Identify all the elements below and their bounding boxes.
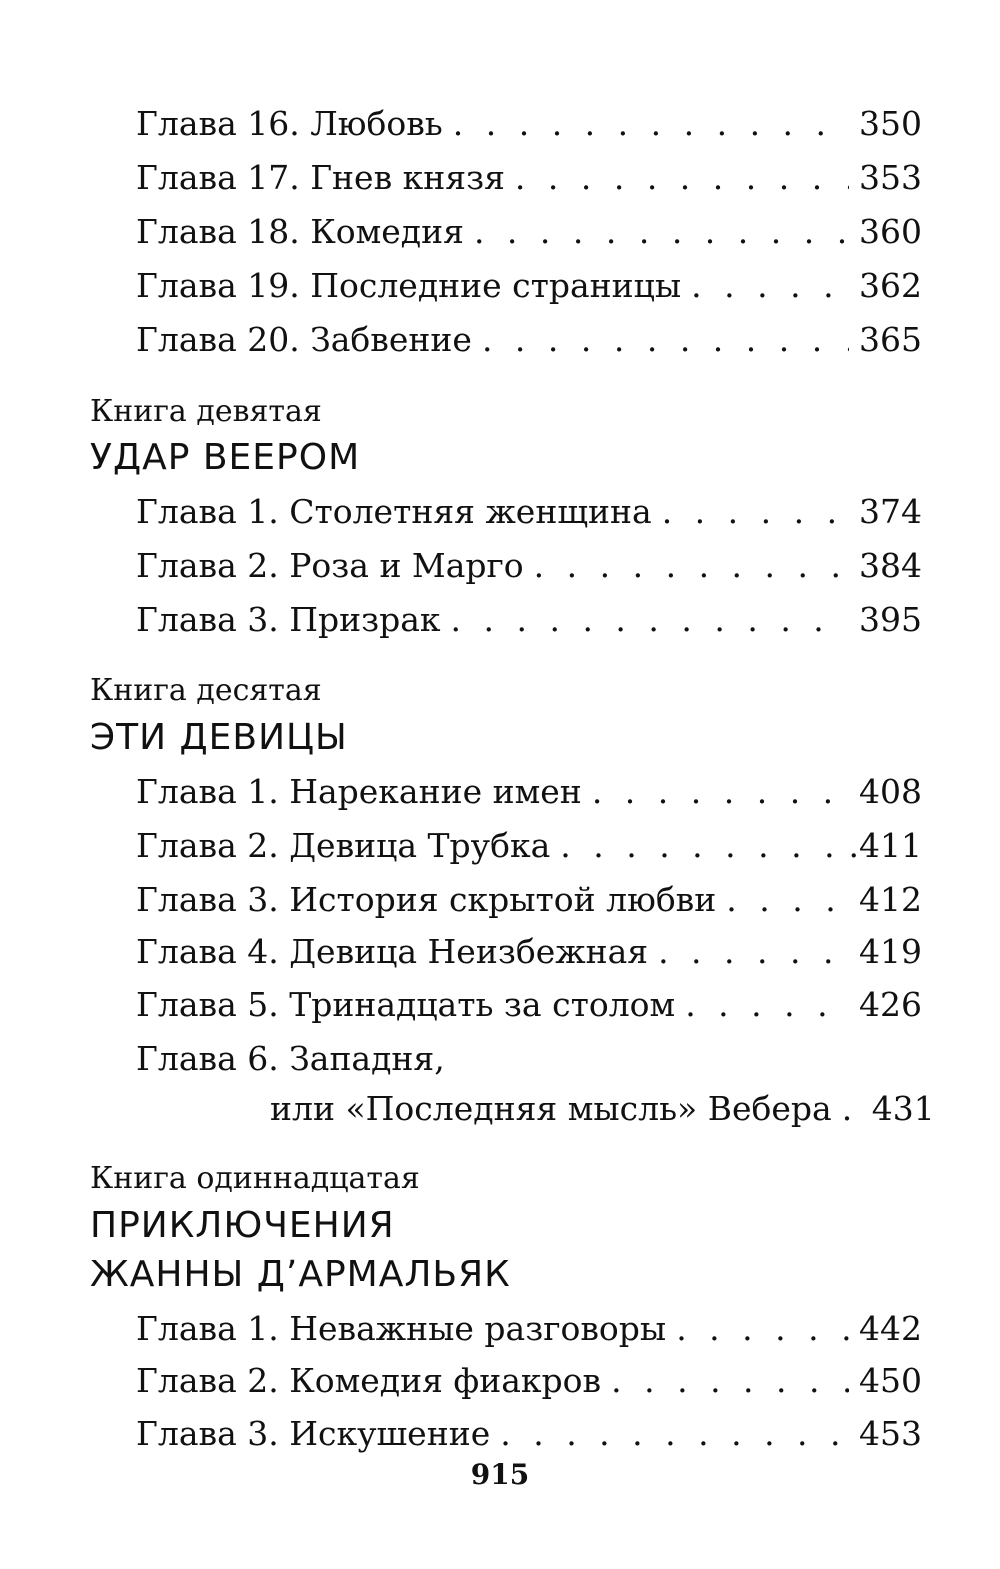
dot-leader: [534, 546, 849, 586]
toc-entry: [136, 600, 922, 640]
page-number: 426: [859, 985, 922, 1024]
toc-entry: [136, 104, 922, 144]
page-number: 384: [859, 546, 922, 585]
toc-entry: [136, 1361, 922, 1401]
chapter-title: Глава 3. Искушение: [136, 1414, 491, 1453]
page-number: 431: [871, 1089, 935, 1128]
dot-leader: [560, 826, 838, 866]
toc-entry: [136, 880, 922, 920]
book-title-line2: ЖАННЫ Д’АРМАЛЬЯК: [90, 1254, 511, 1295]
dot-leader: [453, 104, 849, 144]
page-number: 374: [859, 492, 922, 531]
chapter-title: Глава 5. Тринадцать за столом: [136, 985, 676, 1024]
dot-leader: [658, 932, 849, 972]
dot-leader: [515, 158, 849, 198]
book-label: Книга десятая: [90, 673, 322, 708]
toc-entry: [136, 158, 922, 198]
toc-entry: [136, 1309, 922, 1349]
chapter-title: Глава 1. Нарекание имен: [136, 772, 582, 811]
page-number: 408: [859, 772, 922, 811]
page-number: 362: [859, 266, 922, 305]
chapter-title: Глава 18. Комедия: [136, 212, 464, 251]
page-number: 450: [859, 1361, 922, 1400]
page-folio: 915: [470, 1458, 530, 1491]
dot-leader: [662, 492, 849, 532]
book-title: ЭТИ ДЕВИЦЫ: [90, 717, 348, 758]
chapter-title: Глава 17. Гнев князя: [136, 158, 505, 197]
page-number: 395: [859, 600, 922, 639]
page-number: 353: [859, 158, 922, 197]
book-label: Книга одиннадцатая: [90, 1161, 420, 1196]
toc-entry: [136, 932, 922, 972]
toc-entry: [136, 772, 922, 812]
page-number: 350: [859, 104, 922, 143]
book-title: ПРИКЛЮЧЕНИЯ: [90, 1205, 395, 1246]
dot-leader: [500, 1414, 849, 1454]
toc-entry: [136, 320, 922, 360]
dot-leader: [611, 1361, 849, 1401]
toc-entry: [270, 1089, 935, 1129]
toc-entry: [136, 266, 922, 306]
book-label: Книга девятая: [90, 394, 322, 429]
chapter-title: Глава 6. Западня,: [136, 1039, 445, 1078]
page-number: 360: [859, 212, 922, 251]
chapter-title: Глава 4. Девица Неизбежная: [136, 932, 649, 971]
chapter-title: Глава 2. Девица Трубка: [136, 826, 551, 865]
page-number: 365: [859, 320, 922, 359]
book-title: УДАР ВЕЕРОМ: [90, 437, 361, 478]
chapter-title: Глава 19. Последние страницы: [136, 266, 682, 305]
dot-leader: [592, 772, 849, 812]
chapter-title: Глава 3. Призрак: [136, 600, 441, 639]
chapter-title: Глава 16. Любовь: [136, 104, 443, 143]
page-number: 412: [859, 880, 922, 919]
chapter-title: Глава 2. Комедия фиакров: [136, 1361, 602, 1400]
chapter-title: Глава 1. Столетняя женщина: [136, 492, 652, 531]
toc-entry: [136, 212, 922, 252]
chapter-title-continuation: или «Последняя мысль» Вебера: [270, 1089, 832, 1128]
page-number: .411: [848, 826, 922, 865]
dot-leader: [676, 1309, 849, 1349]
dot-leader: [685, 985, 849, 1025]
toc-entry: [136, 1414, 922, 1454]
page-number: 442: [859, 1309, 922, 1348]
toc-entry: [136, 492, 922, 532]
toc-entry: [136, 546, 922, 586]
dot-leader: [451, 600, 849, 640]
dot-leader: [691, 266, 849, 306]
page-number: 419: [859, 932, 922, 971]
dot-leader: [842, 1089, 862, 1129]
chapter-title: Глава 1. Неважные разговоры: [136, 1309, 667, 1348]
chapter-title: Глава 3. История скрытой любви: [136, 880, 717, 919]
chapter-title: Глава 20. Забвение: [136, 320, 472, 359]
toc-entry: [136, 826, 922, 866]
dot-leader: [726, 880, 849, 920]
dot-leader: [474, 212, 849, 252]
page-number: 453: [859, 1414, 922, 1453]
chapter-title: Глава 2. Роза и Марго: [136, 546, 524, 585]
dot-leader: [482, 320, 849, 360]
toc-entry: [136, 985, 922, 1025]
